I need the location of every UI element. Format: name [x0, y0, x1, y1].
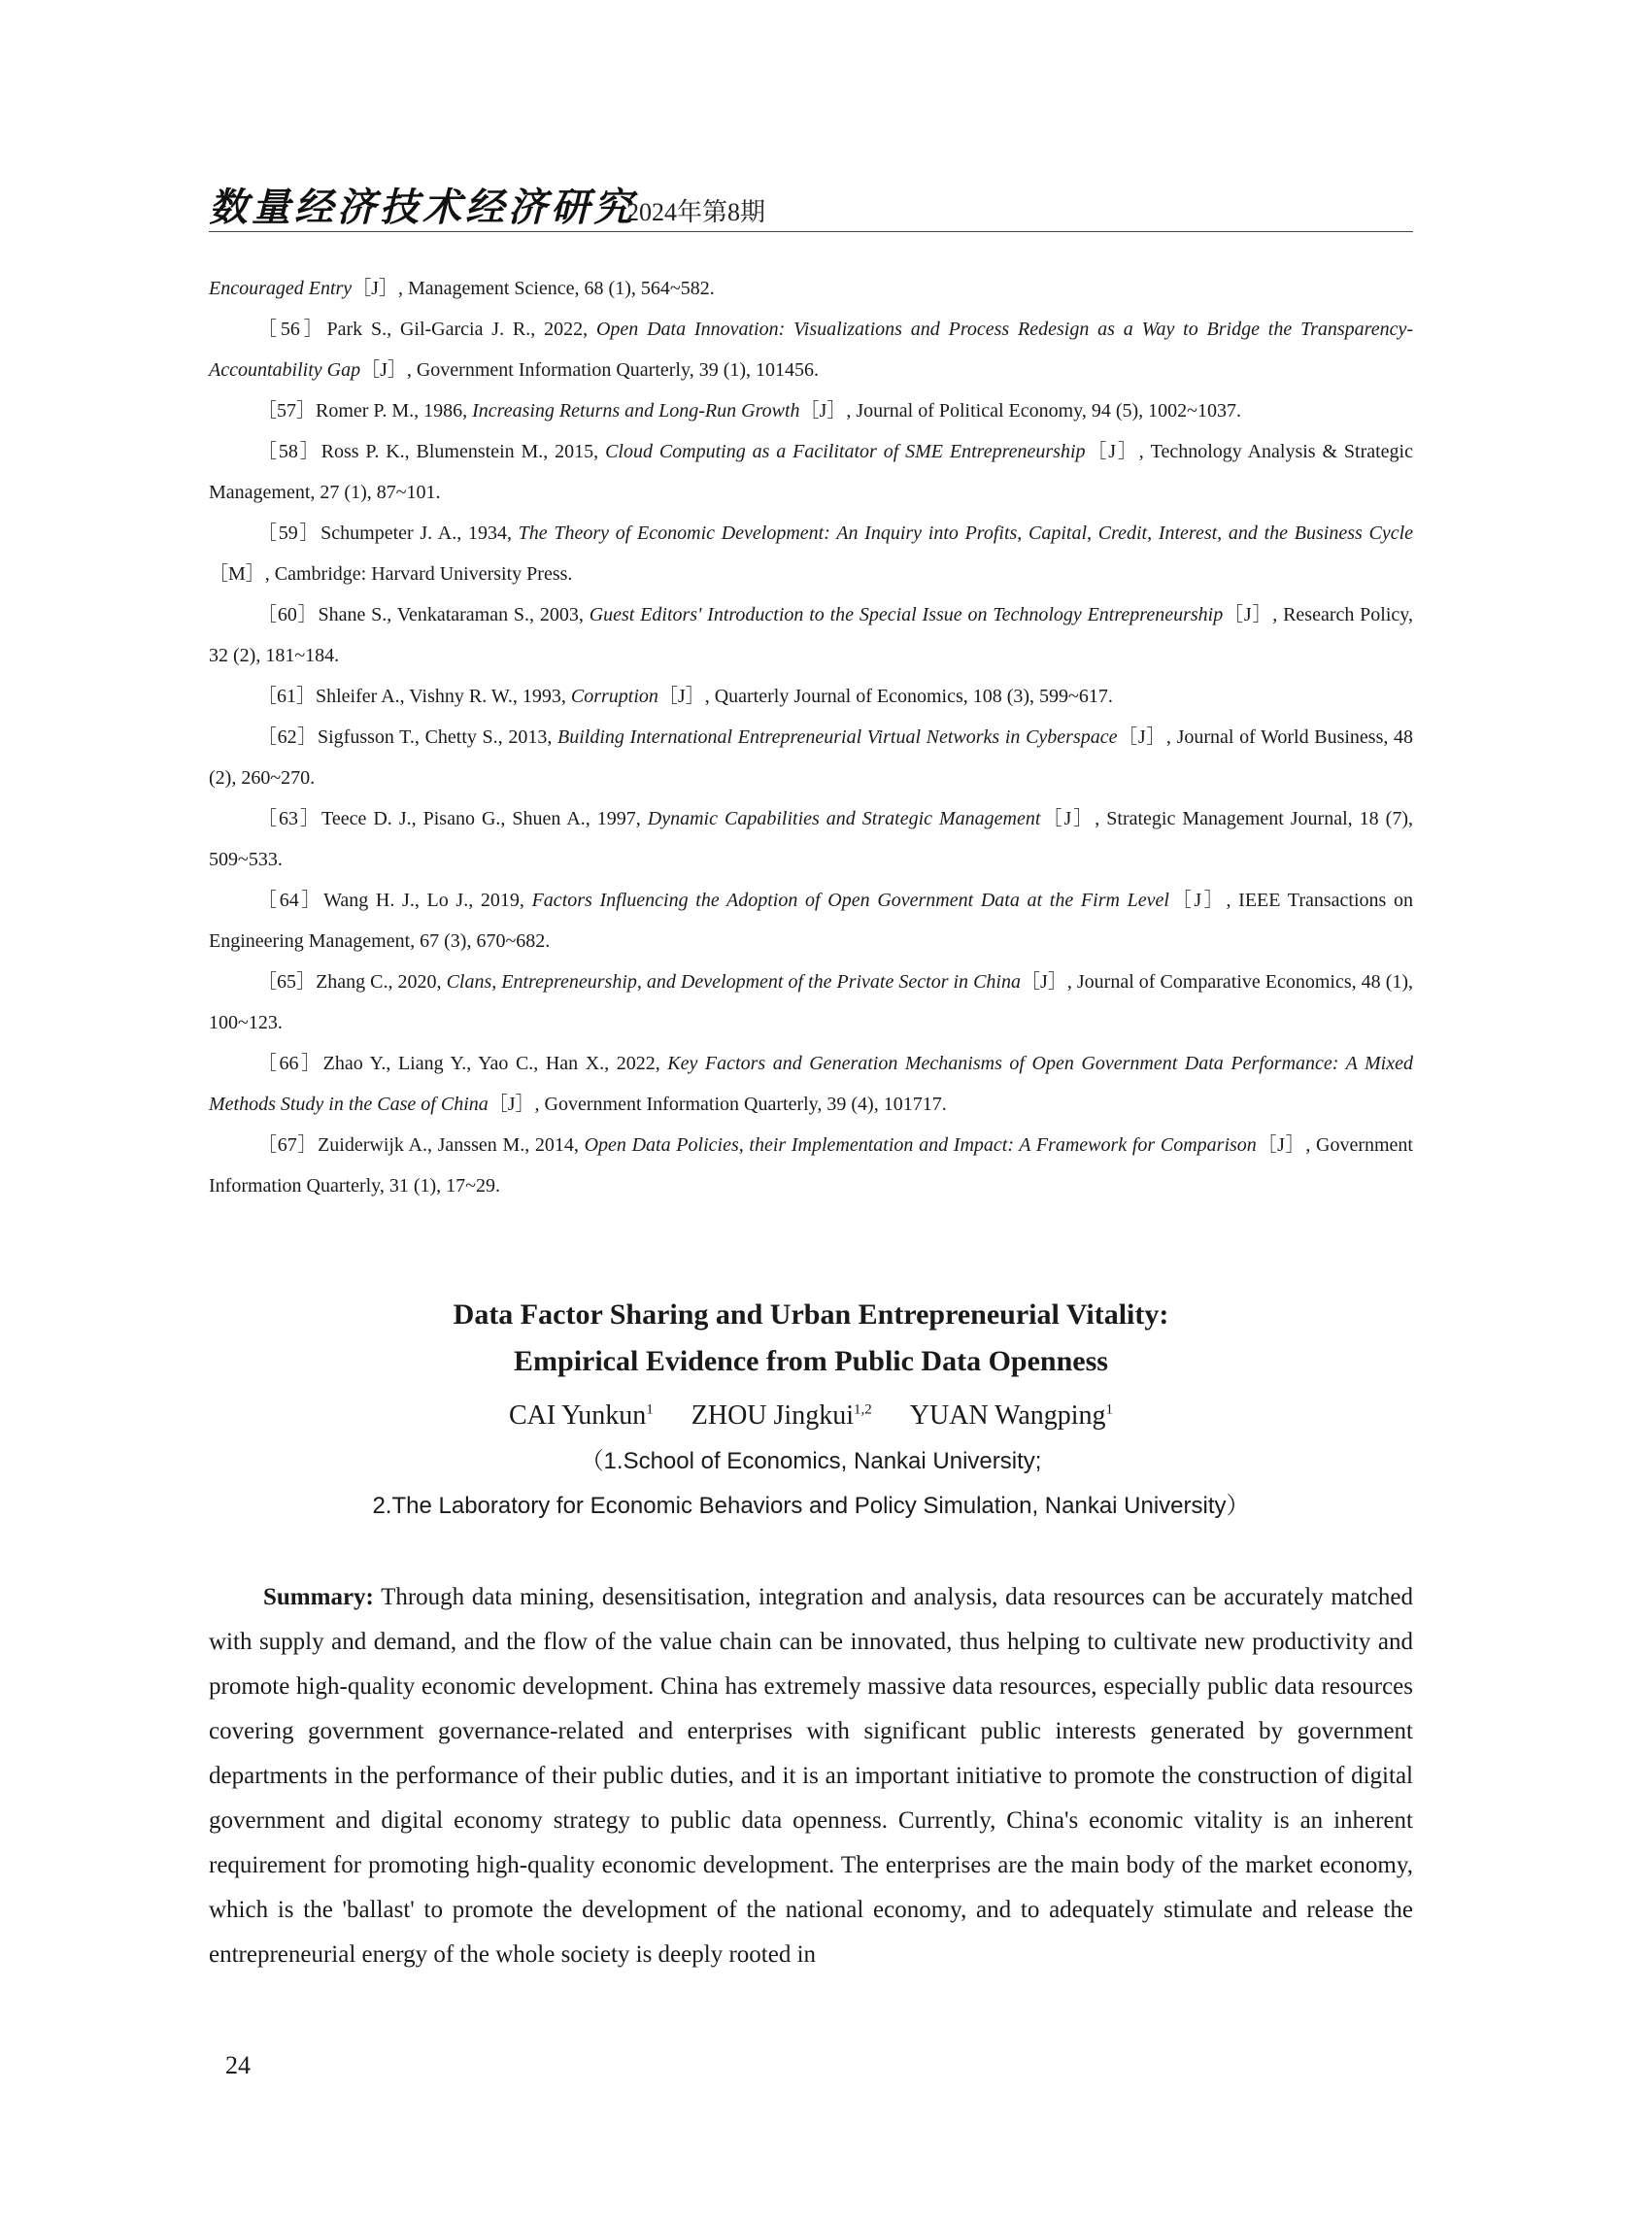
reference-item: ［63］Teece D. J., Pisano G., Shuen A., 1997, Dynamic Capabilities and Strategic Management［J］, Strategic Management Journal, 18 (7), 509~533. [209, 808, 1413, 870]
reference-item: Encouraged Entry［J］, Management Science, 68 (1), 564~582. [209, 278, 715, 299]
journal-name: 数量经济技术经济研究 [209, 185, 636, 230]
reference-item: ［62］Sigfusson T., Chetty S., 2013, Building International Entrepreneurial Virtual Networks in Cyberspace［J］, Journal of World Business, 48 (2), 260~270. [209, 726, 1414, 789]
page-number: 24 [225, 2051, 251, 2079]
author: CAI Yunkun$^1$ [508, 1400, 654, 1432]
summary-text: Through data mining, desensitisation, integration and analysis, data resources can be accurately matched with supply and demand, and the flow of the value chain can be innovated, thus helping to cultivate new productivity and promote high-quality economic development. China has extremely massive data resources, especially public data resources covering government governance-related and enterprises with significant public interests generated by government departments in the performance of their public duties, and it is an important initiative to promote the construction of digital government and digital economy strategy to public data openness. Currently, China's economic vitality is an inherent requirement for promoting high-quality economic development. The enterprises are the main body of the market economy, which is the 'ballast' to promote the development of the national economy, and to adequately stimulate and release the entrepreneurial energy of the whole society is deeply rooted in [209, 1584, 1413, 1968]
reference-item: ［67］Zuiderwijk A., Janssen M., 2014, Open Data Policies, their Implementation and Impact: A Framework for Comparison［J］, Government Information Quarterly, 31 (1), 17~29. [209, 1134, 1413, 1197]
author-list [209, 1387, 1413, 1439]
summary-paragraph [209, 1575, 1413, 1977]
reference-item: ［57］Romer P. M., 1986, Increasing Returns and Long-Run Growth［J］, Journal of Political Economy, 94 (5), 1002~1037. [257, 400, 1242, 422]
affiliation-1: （1.School of Economics, Nankai University; [580, 1448, 1042, 1475]
reference-item: ［61］Shleifer A., Vishny R. W., 1993, Corruption［J］, Quarterly Journal of Economics, 108 (3), 599~617. [257, 686, 1113, 707]
article-title-line-2: Empirical Evidence from Public Data Openness [514, 1345, 1108, 1377]
author: YUAN Wangping$^1$ [909, 1400, 1114, 1432]
reference-item: ［65］Zhang C., 2020, Clans, Entrepreneurship, and Development of the Private Sector in China［J］, Journal of Comparative Economics, 48 (1), 100~123. [209, 971, 1414, 1033]
issue-number: 2024年第8期 [626, 198, 766, 226]
article-title-line-1: Data Factor Sharing and Urban Entrepreneurial Vitality: [453, 1298, 1169, 1331]
reference-item: ［58］Ross P. K., Blumenstein M., 2015, Cloud Computing as a Facilitator of SME Entrepreneurship［J］, Technology Analysis & Strategic Management, 27 (1), 87~101. [209, 441, 1413, 503]
running-header [209, 173, 1413, 232]
reference-list [209, 268, 1413, 1206]
summary-label: Summary: [263, 1584, 374, 1610]
reference-item: ［64］Wang H. J., Lo J., 2019, Factors Influencing the Adoption of Open Government Data at the Firm Level［J］, IEEE Transactions on Engineering Management, 67 (3), 670~682. [209, 890, 1413, 952]
english-abstract-header [209, 1292, 1413, 1529]
reference-item: ［56］Park S., Gil-Garcia J. R., 2022, Open Data Innovation: Visualizations and Process Redesign as a Way to Bridge the Transparency-Accountability Gap［J］, Government Information Quarterly, 39 (1), 101456. [209, 319, 1413, 381]
affiliation-2: 2.The Laboratory for Economic Behaviors and Policy Simulation, Nankai University） [372, 1493, 1250, 1520]
reference-item: ［66］Zhao Y., Liang Y., Yao C., Han X., 2022, Key Factors and Generation Mechanisms of Open Government Data Performance: A Mixed Methods Study in the Case of China［J］, Government Information Quarterly, 39 (4), 101717. [209, 1053, 1413, 1115]
reference-item: ［60］Shane S., Venkataraman S., 2003, Guest Editors' Introduction to the Special Issue on Technology Entrepreneurship［J］, Research Policy, 32 (2), 181~184. [209, 604, 1413, 666]
reference-item: ［59］Schumpeter J. A., 1934, The Theory of Economic Development: An Inquiry into Profits, Capital, Credit, Interest, and the Business Cycle［M］, Cambridge: Harvard University Press. [209, 523, 1414, 585]
author: ZHOU Jingkui$^{1,2}$ [691, 1400, 872, 1432]
